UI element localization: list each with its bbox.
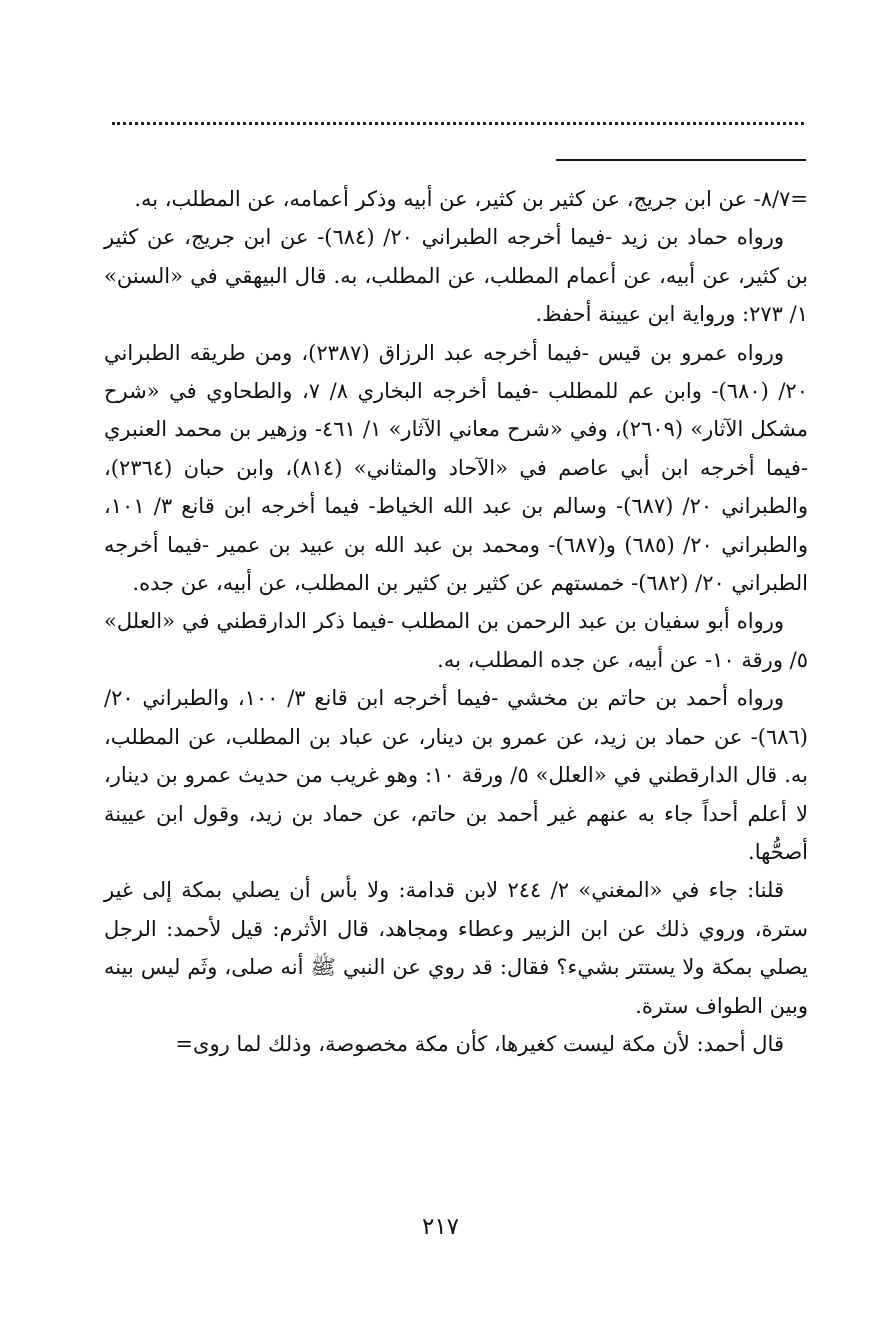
paragraph-3: ورواه عمرو بن قيس -فيما أخرجه عبد الرزاق (٢٣٨٧)، ومن طريقه الطبراني ٢٠/ (٦٨٠)- وابن عم للمطلب -فيما أخرجه البخاري ٨/ ٧، والطحاوي في «شرح مشكل الآثار» (٢٦٠٩)، وفي «شرح معاني الآثار» ١/ ٤٦١- وزهير بن محمد العنبري -فيما أخرجه ابن أبي عاصم في «الآحاد والمثاني» (٨١٤)، وابن حبان (٢٣٦٤)، والطبراني ٢٠/ (٦٨٧)- وسالم بن عبد الله الخياط- فيما أخرجه ابن قانع ٣/ ١٠١، والطبراني ٢٠/ (٦٨٥) و(٦٨٧)- ومحمد بن عبد الله بن عبيد بن عمير -فيما أخرجه الطبراني ٢٠/ (٦٨٢)- خمستهم عن كثير بن كثير بن المطلب، عن أبيه، عن جده. — [104, 340, 809, 596]
footnote-separator — [556, 159, 806, 161]
paragraph-5: ورواه أحمد بن حاتم بن مخشي -فيما أخرجه ابن قانع ٣/ ١٠٠، والطبراني ٢٠/ (٦٨٦)- عن حماد بن زيد، عن عمرو بن دينار، عن عباد بن المطلب، عن المطلب، به. قال الدارقطني في «العلل» ٥/ ورقة ١٠: وهو غريب من حديث عمرو بن دينار، لا أعلم أحداً جاء به عنهم غير أحمد بن حاتم، عن حماد بن زيد، وقول ابن عيينة أصحُّها. — [104, 686, 808, 864]
footnote-text — [104, 180, 808, 1063]
page-number: ٢١٧ — [421, 1214, 460, 1240]
paragraph-4: ورواه أبو سفيان بن عبد الرحمن بن المطلب -فيما ذكر الدارقطني في «العلل» ٥/ ورقة ١٠- عن أبيه، عن جده المطلب، به. — [104, 609, 808, 672]
paragraph-7: قال أحمد: لأن مكة ليست كغيرها، كأن مكة مخصوصة، وذلك لما روى= — [175, 1031, 784, 1056]
dotted-separator — [112, 122, 804, 125]
paragraph-1: =٨/٧- عن ابن جريج، عن كثير بن كثير، عن أبيه وذكر أعمامه، عن المطلب، به. — [134, 187, 808, 211]
paragraph-2: ورواه حماد بن زيد -فيما أخرجه الطبراني ٢٠/ (٦٨٤)- عن ابن جريج، عن كثير بن كثير، عن أبيه، عن أعمام المطلب، عن المطلب، به. قال البيهقي في «السنن» ١/ ٢٧٣: ورواية ابن عيينة أحفظ. — [104, 225, 808, 327]
paragraph-6: قلنا: جاء في «المغني» ٢/ ٢٤٤ لابن قدامة: ولا بأس أن يصلي بمكة إلى غير سترة، وروي ذلك عن ابن الزبير وعطاء ومجاهد، قال الأثرم: قيل لأحمد: الرجل يصلي بمكة ولا يستتر بشيء؟ فقال: قد روي عن النبي ﷺ أنه صلى، وثَم ليس بينه وبين الطواف سترة. — [104, 878, 808, 1018]
